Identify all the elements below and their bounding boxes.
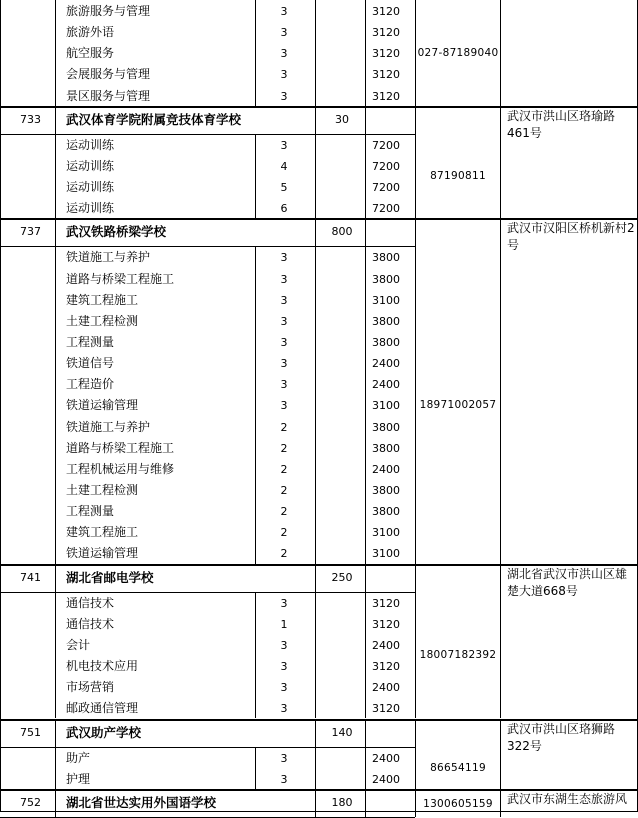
program-fee: 3100 [372, 399, 400, 413]
program-fee: 7200 [372, 202, 400, 216]
program-name: 市场营销 [66, 680, 115, 695]
program-years: 5 [280, 181, 288, 195]
program-fee: 3120 [372, 702, 400, 716]
col-line-4 [365, 218, 366, 563]
program-fee: 3120 [372, 5, 400, 18]
school-address: 武汉市东湖生态旅游风 [507, 791, 628, 806]
program-fee: 3120 [372, 47, 400, 61]
program-years: 4 [280, 159, 288, 173]
school-enrollment: 180 [331, 795, 353, 809]
program-fee: 3800 [372, 484, 400, 497]
school-address: 湖北省武汉市洪山区雄楚大道668号 [507, 566, 628, 598]
program-name: 运动训练 [66, 137, 115, 152]
col-line-6 [500, 719, 501, 789]
program-years: 2 [280, 420, 288, 434]
school-name: 武汉体育学院附属竞技体育学校 [66, 111, 242, 127]
program-fee: 3800 [372, 420, 400, 434]
program-years: 3 [280, 751, 288, 765]
program-name: 铁道信号 [66, 356, 115, 371]
program-name: 铁道运输管理 [66, 546, 139, 561]
col-line-4 [365, 789, 366, 817]
program-name: 旅游外语 [66, 25, 115, 40]
col-line-2 [255, 0, 256, 106]
col-line-1 [55, 564, 56, 719]
program-years: 2 [280, 526, 288, 540]
school-address: 武汉市洪山区珞瑜路461号 [507, 108, 616, 140]
program-years: 3 [280, 335, 288, 349]
program-name: 护理 [66, 771, 91, 786]
school-phone: 18007182392 [419, 649, 497, 662]
school-name: 武汉铁路桥梁学校 [66, 224, 167, 240]
program-fee: 3120 [372, 596, 400, 610]
program-years: 2 [280, 441, 288, 455]
col-line-6 [500, 564, 501, 719]
school-code: 751 [20, 725, 41, 739]
program-fee: 3800 [372, 335, 400, 349]
school-code: 733 [20, 112, 41, 126]
program-years: 3 [280, 89, 288, 103]
program-years: 3 [280, 638, 288, 652]
col-line-3 [315, 564, 316, 719]
school-name: 武汉助产学校 [66, 724, 142, 740]
header-bottom-border [0, 246, 415, 247]
program-fee: 3120 [372, 660, 400, 674]
program-name: 通信技术 [66, 595, 115, 610]
school-code: 752 [20, 795, 41, 809]
program-name: 工程造价 [66, 377, 115, 392]
program-name: 土建工程检测 [66, 313, 139, 328]
col-line-4 [365, 106, 366, 219]
col-line-2 [255, 134, 256, 219]
program-name: 景区服务与管理 [66, 88, 151, 103]
program-fee: 2400 [372, 357, 400, 371]
col-line-5 [415, 106, 416, 219]
school-phone: 18971002057 [419, 398, 497, 411]
program-years: 3 [280, 272, 288, 286]
col-line-2 [255, 246, 256, 563]
col-line-1 [55, 218, 56, 563]
program-fee: 2400 [372, 462, 400, 476]
col-line-3 [315, 106, 316, 219]
program-years: 2 [280, 484, 288, 497]
program-years: 3 [280, 47, 288, 61]
school-enrollment: 30 [335, 112, 349, 126]
program-fee: 3120 [372, 68, 400, 82]
school-phone: 87190811 [430, 170, 486, 183]
program-fee: 3100 [372, 293, 400, 307]
school-enrollment: 250 [331, 570, 353, 584]
col-line-3 [315, 789, 316, 817]
col-line-6 [500, 218, 501, 563]
program-name: 运动训练 [66, 158, 115, 173]
program-years: 2 [280, 462, 288, 476]
col-line-1 [55, 106, 56, 219]
program-fee: 2400 [372, 378, 400, 392]
program-fee: 3100 [372, 526, 400, 540]
col-line-3 [315, 218, 316, 563]
school-address: 武汉市汉阳区桥机新村2号 [507, 221, 635, 253]
col-line-3 [315, 0, 316, 106]
program-name: 工程机械运用与维修 [66, 461, 175, 476]
program-name: 铁道施工与养护 [66, 250, 151, 265]
program-name: 土建工程检测 [66, 483, 139, 497]
program-years: 3 [280, 357, 288, 371]
table-left-border [0, 0, 1, 812]
program-years: 2 [280, 547, 288, 561]
col-line-6 [500, 789, 501, 817]
program-name: 工程测量 [66, 334, 115, 349]
program-years: 3 [280, 660, 288, 674]
program-years: 3 [280, 681, 288, 695]
header-bottom-border [0, 747, 415, 748]
program-name: 邮政通信管理 [66, 701, 139, 716]
col-line-5 [415, 218, 416, 563]
program-fee: 2400 [372, 772, 400, 786]
col-line-6 [500, 0, 501, 106]
col-line-1 [55, 789, 56, 817]
school-name: 湖北省邮电学校 [66, 569, 154, 585]
program-name: 道路与桥梁工程施工 [66, 271, 175, 286]
col-line-4 [365, 564, 366, 719]
col-line-5 [415, 0, 416, 106]
program-years: 2 [280, 505, 288, 519]
program-fee: 3800 [372, 251, 400, 265]
school-enrollment: 140 [331, 725, 353, 739]
program-name: 铁道运输管理 [66, 398, 139, 413]
program-years: 3 [280, 596, 288, 610]
program-years: 3 [280, 138, 288, 152]
program-name: 旅游服务与管理 [66, 4, 151, 18]
school-address: 武汉市洪山区珞狮路322号 [507, 721, 616, 753]
program-fee: 7200 [372, 181, 400, 195]
program-fee: 3120 [372, 26, 400, 40]
program-fee: 2400 [372, 638, 400, 652]
col-line-5 [415, 789, 416, 817]
col-line-6 [500, 106, 501, 219]
program-years: 3 [280, 772, 288, 786]
program-name: 机电技术应用 [66, 659, 139, 674]
col-line-5 [415, 719, 416, 789]
program-fee: 3800 [372, 314, 400, 328]
school-enrollment: 800 [331, 225, 353, 239]
col-line-4 [365, 719, 366, 789]
program-fee: 2400 [372, 681, 400, 695]
program-name: 工程测量 [66, 504, 115, 519]
program-name: 航空服务 [66, 46, 115, 61]
program-fee: 7200 [372, 138, 400, 152]
program-name: 铁道施工与养护 [66, 419, 151, 434]
program-name: 通信技术 [66, 616, 115, 631]
program-name: 助产 [66, 750, 91, 765]
program-years: 1 [280, 617, 288, 631]
program-fee: 3800 [372, 441, 400, 455]
program-name: 道路与桥梁工程施工 [66, 440, 175, 455]
program-name: 运动训练 [66, 201, 115, 216]
school-code: 737 [20, 225, 41, 239]
program-name: 运动训练 [66, 180, 115, 195]
col-line-1 [55, 719, 56, 789]
program-years: 6 [280, 202, 288, 216]
program-fee: 3100 [372, 547, 400, 561]
header-bottom-border [0, 592, 415, 593]
program-name: 建筑工程施工 [66, 292, 139, 307]
col-line-4 [365, 0, 366, 106]
program-fee: 3120 [372, 617, 400, 631]
program-years: 3 [280, 68, 288, 82]
program-years: 3 [280, 26, 288, 40]
program-name: 会计 [66, 637, 91, 652]
program-years: 3 [280, 251, 288, 265]
program-years: 3 [280, 5, 288, 18]
school-name: 湖北省世达实用外国语学校 [66, 794, 217, 810]
program-years: 3 [280, 378, 288, 392]
col-line-2 [255, 592, 256, 719]
col-line-5 [415, 564, 416, 719]
col-line-2 [255, 747, 256, 789]
school-phone: 1300605159 [423, 797, 493, 810]
program-fee: 3800 [372, 272, 400, 286]
program-name: 建筑工程施工 [66, 525, 139, 540]
program-fee: 2400 [372, 751, 400, 765]
program-years: 3 [280, 399, 288, 413]
program-name: 会展服务与管理 [66, 67, 151, 82]
program-fee: 3120 [372, 89, 400, 103]
school-phone: 027-87189040 [417, 46, 499, 59]
program-fee: 3800 [372, 505, 400, 519]
school-code: 741 [20, 570, 41, 584]
program-fee: 7200 [372, 159, 400, 173]
program-years: 3 [280, 293, 288, 307]
program-years: 3 [280, 314, 288, 328]
col-line-1 [55, 0, 56, 106]
program-years: 3 [280, 702, 288, 716]
school-phone: 86654119 [430, 761, 486, 774]
col-line-3 [315, 719, 316, 789]
header-bottom-border [0, 134, 415, 135]
